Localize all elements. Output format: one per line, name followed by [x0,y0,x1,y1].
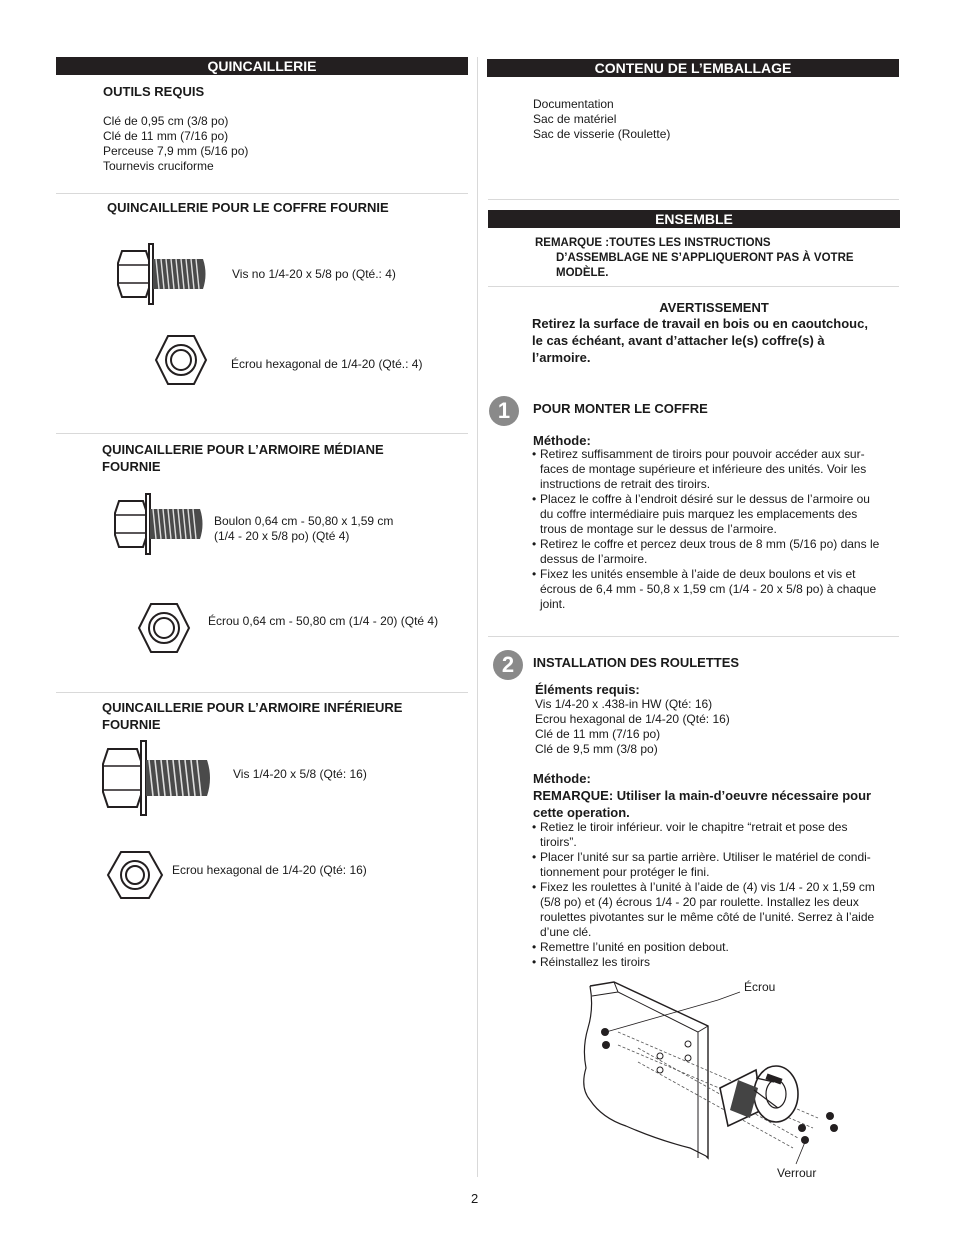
bullet-item: • Retirez suffisamment de tiroirs pour pouvoir accéder aux sur- faces de montage supérieure et inférieure des unités. Voir les instructions de retrait des tiroirs. [532,447,902,492]
warning-line: le cas échéant, avant d’attacher le(s) coffre(s) à [532,333,825,348]
warning-title: AVERTISSEMENT [659,300,769,315]
step-1-method-label: Méthode: [533,433,591,448]
step-1-badge: 1 [489,396,519,426]
bullet-item: • Placez le coffre à l’endroit désiré sur le dessus de l’armoire ou du coffre intermédiaire puis marquez les emplacements des trous de montage sur le dessus de l’armoire. [532,492,902,537]
bullet-item: • Retirez le coffre et percez deux trous de 8 mm (5/16 po) dans le dessus de l’armoire. [532,537,902,567]
assembly-note [535,236,854,281]
screw-icon [116,243,208,305]
divider [56,193,468,194]
package-contents-bar: CONTENU DE L’EMBALLAGE [487,59,899,77]
caster-installation-diagram [578,978,848,1178]
column-divider [477,57,478,1177]
chest-nut-label: Écrou hexagonal de 1/4-20 (Qté.: 4) [231,357,423,371]
tools-heading: OUTILS REQUIS [103,84,205,99]
contents-item: Sac de matériel [533,112,617,126]
step-2-title: INSTALLATION DES ROULETTES [533,655,740,670]
hex-nut-icon [138,602,190,654]
bullet-item: • Réinstallez les tiroirs [532,955,902,970]
lower-screw-label: Vis 1/4-20 x 5/8 (Qté: 16) [233,767,367,781]
required-item: Vis 1/4-20 x .438-in HW (Qté: 16) [535,697,713,711]
heading-line: QUINCAILLERIE POUR L’ARMOIRE MÉDIANE [102,442,384,457]
note-line: REMARQUE :TOUTES LES INSTRUCTIONS [535,237,771,249]
middle-nut-label: Écrou 0,64 cm - 50,80 cm (1/4 - 20) (Qté 4) [208,614,439,628]
page-number: 2 [471,1191,479,1206]
divider [488,199,899,200]
hex-nut-icon [155,334,207,386]
chest-screw-label: Vis no 1/4-20 x 5/8 po (Qté.: 4) [232,267,396,281]
step-1-title: POUR MONTER LE COFFRE [533,401,708,416]
assembly-bar: ENSEMBLE [488,210,900,228]
screw-icon [101,740,213,816]
tool-item: Perceuse 7,9 mm (5/16 po) [103,144,249,158]
hardware-header-bar: QUINCAILLERIE [56,57,468,75]
tool-item: Tournevis cruciforme [103,159,214,173]
divider [488,636,899,637]
bullet-item: • Remettre l’unité en position debout. [532,940,902,955]
warning-text [532,315,868,366]
remark-line: REMARQUE: Utiliser la main-d’oeuvre nécessaire pour [533,788,872,803]
required-item: Clé de 9,5 mm (3/8 po) [535,742,658,756]
heading-line: FOURNIE [102,459,161,474]
required-item: Clé de 11 mm (7/16 po) [535,727,661,741]
bolt-icon [113,493,205,555]
bullet-item: • Placer l’unité sur sa partie arrière. Utiliser le matériel de condi- tionnement pour protéger le fini. [532,850,902,880]
tools-list [103,114,248,174]
tool-item: Clé de 0,95 cm (3/8 po) [103,114,229,128]
step-1-bullets [532,447,902,612]
heading-line: QUINCAILLERIE POUR L’ARMOIRE INFÉRIEURE [102,700,403,715]
label-line: (1/4 - 20 x 5/8 po) (Qté 4) [214,529,350,543]
heading-line: FOURNIE [102,717,161,732]
lower-cabinet-heading [102,699,402,733]
divider [56,433,468,434]
warning-line: l’armoire. [532,350,591,365]
step-2-method-label: Méthode: [533,771,591,786]
label-line: Boulon 0,64 cm - 50,80 x 1,59 cm [214,514,394,528]
divider [56,692,468,693]
required-item: Ecrou hexagonal de 1/4-20 (Qté: 16) [535,712,730,726]
chest-hardware-heading: QUINCAILLERIE POUR LE COFFRE FOURNIE [107,200,389,215]
step-2-required-label: Éléments requis: [535,682,640,697]
step-2-required-list [535,697,730,757]
step-2-bullets [532,820,902,970]
package-contents-list [533,97,670,142]
hex-nut-icon [107,850,163,900]
contents-item: Documentation [533,97,614,111]
bullet-item: • Fixez les roulettes à l’unité à l’aide de (4) vis 1/4 - 20 x 1,59 cm (5/8 po) et (4) écrous 1/4 - 20 par roulette. Installez les deux roulettes pivotantes sur le même côté de l’unité. Serrez à l’aide d’une clé. [532,880,902,940]
note-line: D’ASSEMBLAGE NE S’APPLIQUERONT PAS À VOTRE [556,252,854,264]
step-2-badge: 2 [493,650,523,680]
warning-line: Retirez la surface de travail en bois ou en caoutchouc, [532,316,868,331]
tool-item: Clé de 11 mm (7/16 po) [103,129,229,143]
remark-line: cette operation. [533,805,630,820]
note-line: MODÈLE. [556,267,609,279]
middle-bolt-label [214,514,393,544]
bullet-item: • Fixez les unités ensemble à l’aide de deux boulons et vis et écrous de 6,4 mm - 50,8 x 1,59 cm (1/4 - 20 x 5/8 po) à chaque joint. [532,567,902,612]
lock-callout-label: Verrour [777,1166,817,1180]
middle-cabinet-heading [102,441,384,475]
step-2-remark [533,787,871,821]
nut-callout-label: Écrou [744,980,776,994]
lower-nut-label: Ecrou hexagonal de 1/4-20 (Qté: 16) [172,863,367,877]
bullet-item: • Retiez le tiroir inférieur. voir le chapitre “retrait et pose des tiroirs”. [532,820,902,850]
divider [488,286,899,287]
contents-item: Sac de visserie (Roulette) [533,127,671,141]
